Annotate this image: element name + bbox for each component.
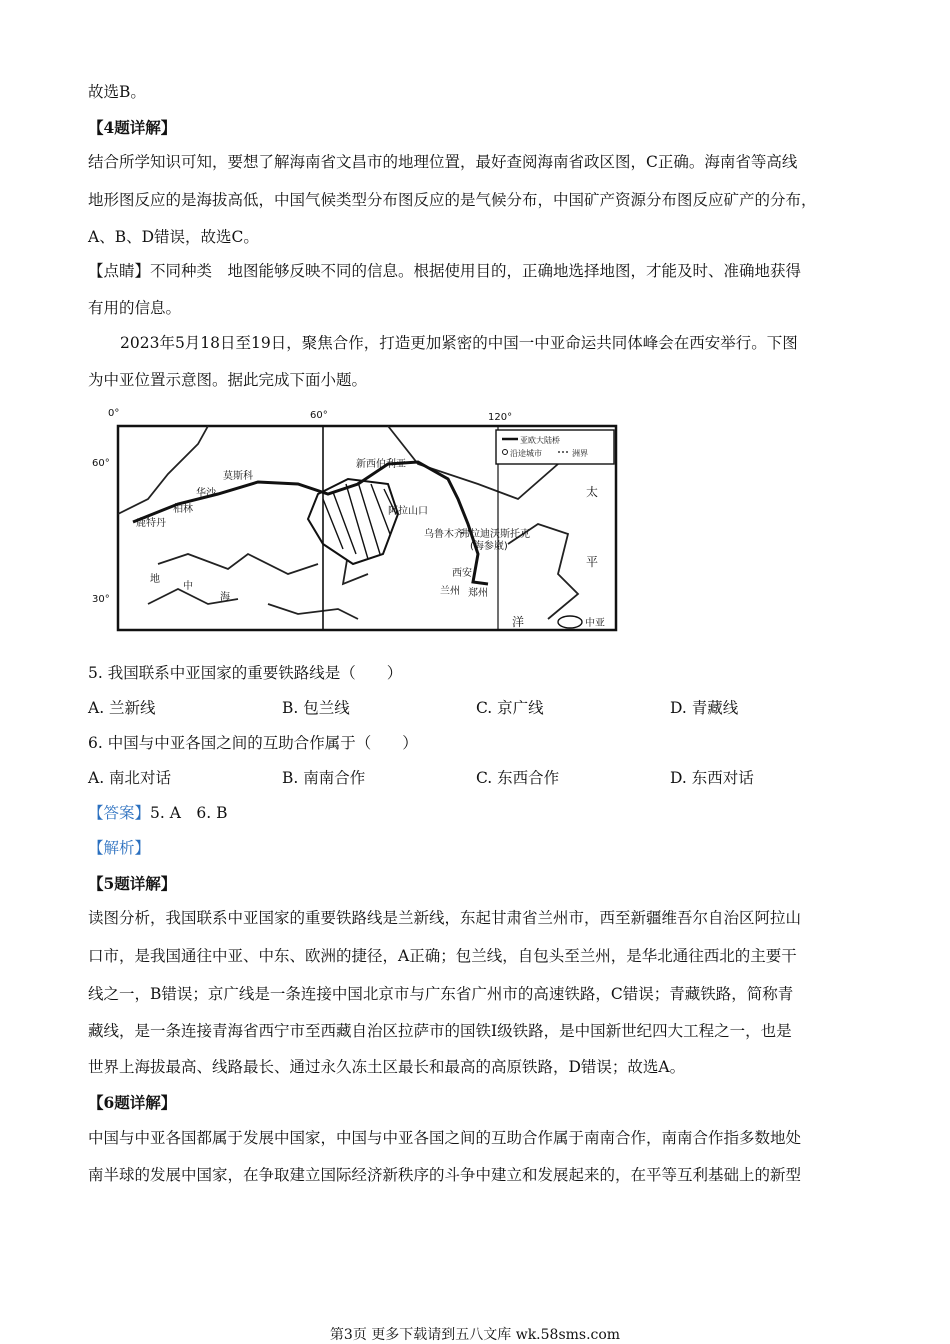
place-novosibirsk: 新西伯利亚: [356, 459, 406, 470]
place-vladivostok: 弗拉迪沃斯托克: [460, 529, 530, 540]
place-tai: 太: [586, 485, 599, 499]
place-haishenwai: (海参崴): [470, 541, 508, 552]
place-zhong: 中: [183, 581, 193, 592]
lat-label-60: 60°: [92, 458, 110, 469]
lon-label-0: 0°: [108, 408, 120, 419]
lon-label-60: 60°: [310, 410, 328, 421]
detail5-line1: 读图分析，我国联系中亚国家的重要铁路线是兰新线，东起甘肃省兰州市，西至新疆维吾尔自治区阿拉山: [88, 909, 802, 927]
answer-label: 【答案】: [88, 804, 151, 822]
q5-option-b: B. 包兰线: [282, 699, 350, 717]
q5-option-a: A. 兰新线: [88, 699, 156, 717]
place-moscow: 莫斯科: [223, 471, 253, 482]
place-lanzhou: 兰州: [440, 586, 460, 597]
detail5-title: 【5题详解】: [88, 874, 177, 893]
central-asia-map: [88, 404, 628, 640]
legend-city-label: 沿途城市: [510, 449, 542, 458]
legend-boundary-label: 洲界: [572, 449, 588, 458]
detail6-title: 【6题详解】: [88, 1093, 177, 1112]
line-p8: 2023年5月18日至19日，聚焦合作，打造更加紧密的中国一中亚命运共同体峰会在西安举行。下图: [120, 334, 798, 352]
place-hai: 海: [220, 592, 230, 603]
lon-label-120: 120°: [488, 412, 513, 423]
detail5-line5: 世界上海拔最高、线路最长、通过永久冻土区最长和最高的高原铁路，D错误；故选A。: [88, 1058, 686, 1076]
line-p5: A、B、D错误，故选C。: [88, 228, 259, 246]
q5-option-d: D. 青藏线: [670, 699, 739, 717]
line-p6: 【点睛】不同种类 地图能够反映不同的信息。根据使用目的，正确地选择地图，才能及时、准确地获得: [88, 262, 802, 280]
detail5-line4: 藏线，是一条连接青海省西宁市至西藏自治区拉萨市的国铁Ⅰ级铁路，是中国新世纪四大工程之一，也是: [88, 1022, 792, 1040]
place-zhengzhou: 郑州: [468, 588, 488, 599]
line-p2: 【4题详解】: [88, 118, 177, 137]
place-alashankou: 阿拉山口: [388, 506, 428, 517]
line-p4: 地形图反应的是海拔高低，中国气候类型分布图反应的是气候分布，中国矿产资源分布图反应矿产的分布，: [88, 191, 817, 209]
detail6-line2: 南半球的发展中国家，在争取建立国际经济新秩序的斗争中建立和发展起来的，在平等互利基础上的新型: [88, 1166, 802, 1184]
analysis-label: 【解析】: [88, 839, 151, 857]
line-p9: 为中亚位置示意图。据此完成下面小题。: [88, 371, 368, 389]
place-xian: 西安: [452, 568, 472, 579]
place-ping: 平: [586, 555, 599, 569]
legend-city-dot: [503, 450, 508, 455]
q6-option-b: B. 南南合作: [282, 769, 366, 787]
legend-central-asia-swatch: [558, 616, 582, 628]
line-p3: 结合所学知识可知，要想了解海南省文昌市的地理位置，最好查阅海南省政区图，C正确。海南省等高线: [88, 153, 798, 171]
legend-central-asia-label: 中亚: [585, 618, 605, 629]
answer-line: [88, 803, 228, 823]
lat-label-30: 30°: [92, 594, 110, 605]
answer-text: 5. A 6. B: [150, 804, 228, 822]
legend-railway-label: 亚欧大陆桥: [520, 436, 560, 445]
q6-option-d: D. 东西对话: [670, 769, 754, 787]
line-p1: 故选B。: [88, 83, 146, 101]
q6-option-a: A. 南北对话: [88, 769, 172, 787]
place-di: 地: [150, 574, 160, 585]
place-yang: 洋: [512, 615, 525, 629]
place-berlin: 柏林: [173, 504, 193, 515]
place-urumqi: 乌鲁木齐: [424, 529, 464, 540]
detail5-line3: 线之一，B错误；京广线是一条连接中国北京市与广东省广州市的高速铁路，C错误；青藏铁路，简称青: [88, 985, 794, 1003]
line-p7: 有用的信息。: [88, 299, 182, 317]
place-warsaw: 华沙: [196, 488, 216, 499]
q5-option-c: C. 京广线: [476, 699, 544, 717]
question-6: 6. 中国与中亚各国之间的互助合作属于（ ）: [88, 734, 418, 752]
page-footer: 第3页 更多下载请到五八文库 wk.58sms.com: [329, 1327, 621, 1343]
question-5: 5. 我国联系中亚国家的重要铁路线是（ ）: [88, 664, 403, 682]
q6-option-c: C. 东西合作: [476, 769, 560, 787]
detail5-line2: 口市，是我国通往中亚、中东、欧洲的捷径，A正确；包兰线，自包头至兰州，是华北通往西北的主要干: [88, 947, 797, 965]
place-rotterdam: 鹿特丹: [136, 518, 166, 529]
detail6-line1: 中国与中亚各国都属于发展中国家，中国与中亚各国之间的互助合作属于南南合作，南南合作指多数地处: [88, 1129, 802, 1147]
